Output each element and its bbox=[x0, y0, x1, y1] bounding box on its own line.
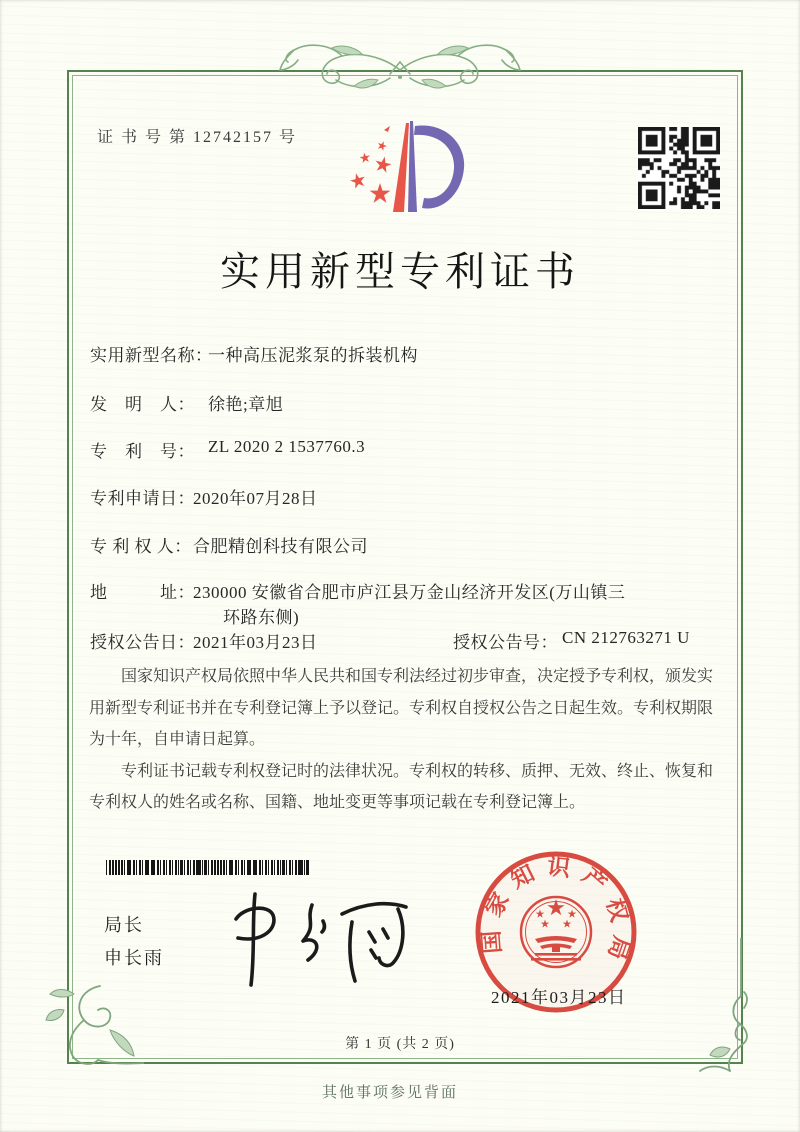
field-value: 一种高压泥浆泵的拆装机构 bbox=[208, 346, 418, 365]
seal-date: 2021年03月23日 bbox=[491, 988, 627, 1007]
field-value: 徐艳;章旭 bbox=[208, 395, 284, 414]
field-label: 授权公告号： bbox=[453, 633, 558, 652]
certificate-title: 实用新型专利证书 bbox=[220, 249, 580, 294]
field-value: 2021年03月23日 bbox=[193, 633, 318, 652]
legal-text-block bbox=[89, 661, 713, 819]
field-value: ZL 2020 2 1537760.3 bbox=[208, 437, 366, 456]
field-value: 合肥精创科技有限公司 bbox=[193, 537, 368, 556]
field-value: 2020年07月28日 bbox=[193, 489, 318, 508]
legal-paragraph-grant: 国家知识产权局依照中华人民共和国专利法经过初步审查，决定授予专利权，颁发实用新型专利证书并在专利登记簿上予以登记。专利权自授权公告之日起生效。专利权期限为十年，自申请日起算。 bbox=[89, 668, 714, 748]
qr-code bbox=[638, 127, 720, 209]
field-label: 专利申请日： bbox=[90, 489, 195, 508]
back-note: 其他事项参见背面 bbox=[321, 1085, 458, 1101]
field-value: CN 212763271 U bbox=[562, 628, 690, 647]
signer-title: 局长 bbox=[104, 915, 144, 935]
page-indicator: 第 1 页 (共 2 页) bbox=[345, 1037, 455, 1052]
seal-circular-text: 国家知识产权局 bbox=[477, 853, 635, 973]
field-label: 专 利 号： bbox=[90, 442, 195, 461]
bottom-left-ornament-icon bbox=[40, 980, 144, 1072]
signature-icon bbox=[222, 891, 417, 991]
field-label: 实用新型名称： bbox=[90, 346, 213, 365]
bottom-right-ornament-icon bbox=[686, 938, 750, 1078]
field-label: 发 明 人： bbox=[90, 395, 195, 414]
top-ornament-icon bbox=[278, 36, 522, 110]
field-value-line2: 环路东侧) bbox=[223, 608, 300, 627]
field-label: 授权公告日： bbox=[90, 633, 195, 652]
field-label: 专 利 权 人： bbox=[90, 537, 192, 556]
barcode bbox=[106, 860, 310, 875]
field-value-line1: 230000 安徽省合肥市庐江县万金山经济开发区(万山镇三 bbox=[193, 583, 626, 602]
legal-paragraph-register: 专利证书记载专利权登记时的法律状况。专利权的转移、质押、无效、终止、恢复和专利权人的姓名或名称、国籍、地址变更等事项记载在专利登记簿上。 bbox=[89, 762, 714, 811]
signer-name: 申长雨 bbox=[104, 948, 164, 968]
field-label: 地 址： bbox=[90, 583, 195, 602]
certificate-number: 证 书 号 第 12742157 号 bbox=[97, 129, 298, 146]
cnipa-logo-icon bbox=[338, 108, 468, 228]
